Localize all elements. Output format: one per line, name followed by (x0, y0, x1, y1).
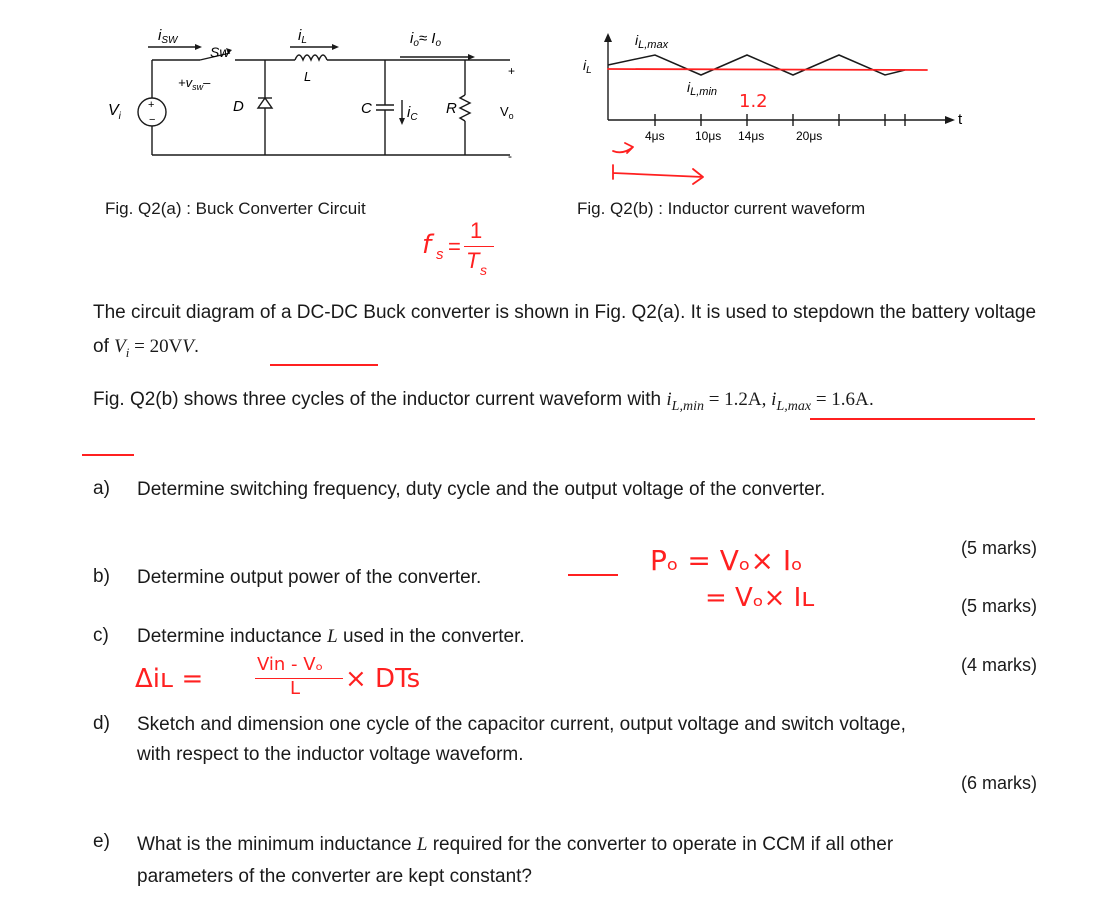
ic-label: $i_C$ (407, 104, 418, 123)
inductor-current-waveform (575, 25, 975, 195)
resistor-label: R (446, 100, 457, 117)
switch-label: Sw (210, 44, 230, 60)
tick-label-10us: 10μs (695, 129, 722, 143)
y-axis-label: $i_L$ (583, 57, 592, 76)
tick-label-20us: 20μs (796, 129, 823, 143)
t-axis-label: t (958, 111, 963, 128)
vi-label: $V_i$ (108, 102, 121, 122)
inductor-symbol (295, 55, 327, 60)
svg-text:−: − (149, 114, 156, 126)
io-label: $i_o\approx I_o$ (410, 30, 442, 49)
diode-label: D (233, 98, 244, 115)
period-arrow-annotation (613, 143, 633, 153)
vo-label: $V_o$ (500, 104, 514, 121)
wave-note-annotation: 1.2 (739, 91, 768, 112)
vo-plus: + (508, 64, 516, 78)
buck-circuit-diagram (90, 15, 540, 185)
min-max-underline-annotation (810, 418, 1035, 420)
intro-paragraph-1: The circuit diagram of a DC-DC Buck converter is shown in Fig. Q2(a). It is used to stepdown the battery voltage of $V_i = 20VV$. (93, 302, 1037, 360)
isw-label: $i_{SW}$ (158, 27, 178, 46)
max-label: $i_{L,max}$ (635, 32, 669, 51)
fs-annotation: f s = 1 T s (422, 220, 532, 290)
inductor-label: L (304, 69, 312, 84)
svg-text:+: + (148, 99, 155, 111)
average-line-annotation (608, 69, 927, 70)
vi-underline-annotation (270, 360, 378, 366)
vsw-label: $+v_{sw}-$ (178, 75, 211, 92)
circuit-caption: Fig. Q2(a) : Buck Converter Circuit (105, 199, 366, 218)
po-annotation-line2: = Vₒ× Iʟ (705, 583, 815, 613)
po-annotation-line1: Pₒ = Vₒ× Iₒ (650, 544, 803, 577)
il-label: $i_L$ (298, 27, 307, 46)
delta-il-annotation: Δiʟ = Vin - Vₒ L × DTs (135, 654, 421, 699)
po-dash-annotation (568, 574, 618, 576)
tick-label-14us: 14μs (738, 129, 765, 143)
vo-minus: - (508, 149, 512, 163)
waveform-caption: Fig. Q2(b) : Inductor current waveform (577, 199, 866, 218)
min-label: $i_{L,min}$ (687, 79, 718, 98)
tick-label-4us: 4μs (645, 129, 665, 143)
intro-paragraph-2: Fig. Q2(b) shows three cycles of the inductor current waveform with $i_{L,min} = 1.2A$, $i_{L,max} = 1.6A$. (93, 389, 875, 414)
value-underline-annotation (82, 454, 134, 456)
resistor-symbol (460, 95, 470, 121)
diode-symbol (258, 98, 272, 108)
inductor-current-trace (608, 55, 905, 75)
capacitor-label: C (361, 100, 372, 117)
